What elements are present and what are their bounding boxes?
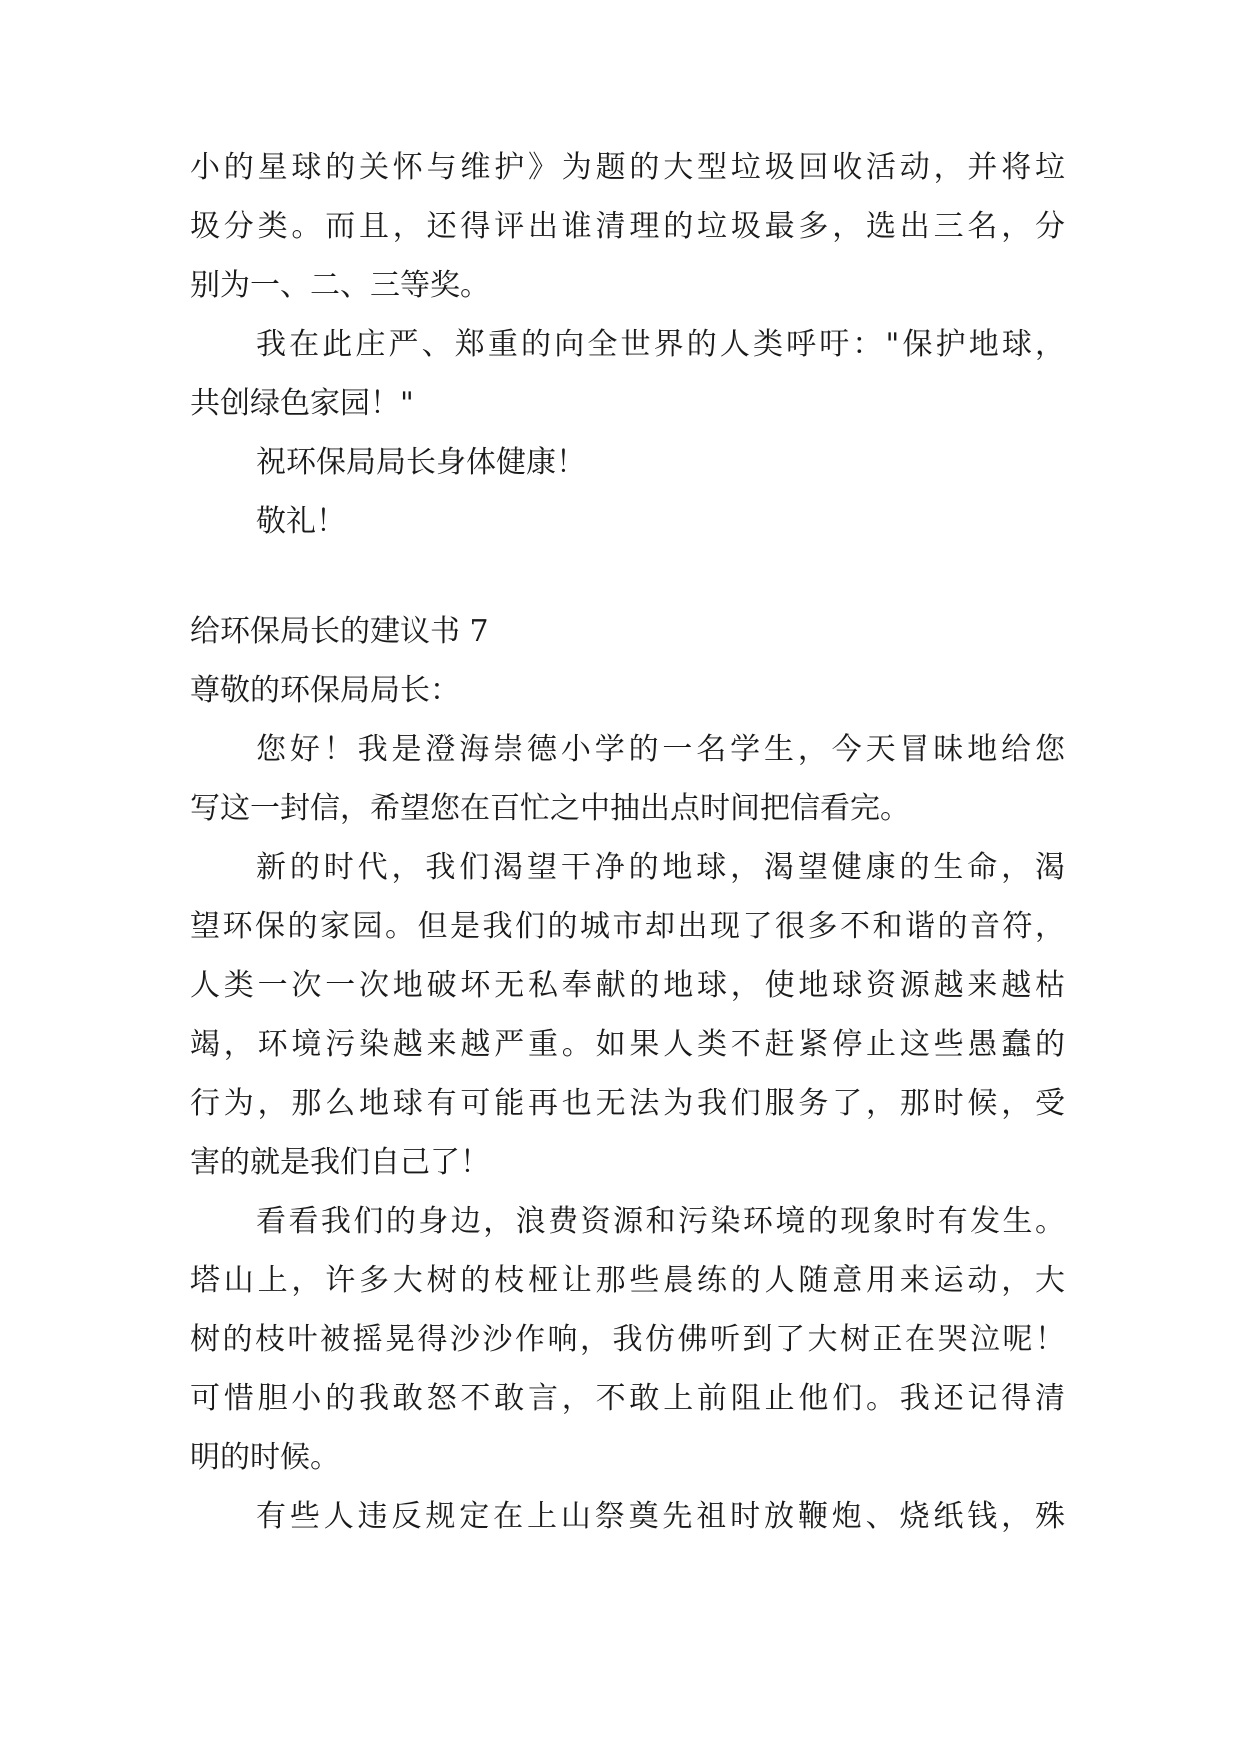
- section-title: 给环保局长的建议书 7: [190, 614, 489, 649]
- closing-wish: 祝环保局局长身体健康！: [256, 445, 586, 480]
- body-line: 共创绿色家园！": [190, 386, 414, 421]
- body-line: 新的时代，我们渴望干净的地球，渴望健康的生命，渴: [256, 850, 1065, 885]
- body-line: 小的星球的关怀与维护》为题的大型垃圾回收活动，并将垃: [190, 150, 1065, 185]
- body-line: 您好！我是澄海崇德小学的一名学生，今天冒昧地给您: [256, 732, 1065, 767]
- body-line: 竭，环境污染越来越严重。如果人类不赶紧停止这些愚蠢的: [190, 1027, 1065, 1062]
- body-line: 行为，那么地球有可能再也无法为我们服务了，那时候，受: [190, 1086, 1065, 1121]
- body-line: 我在此庄严、郑重的向全世界的人类呼吁："保护地球，: [256, 327, 1065, 362]
- body-line: 塔山上，许多大树的枝桠让那些晨练的人随意用来运动，大: [190, 1263, 1065, 1298]
- body-line: 可惜胆小的我敢怒不敢言，不敢上前阻止他们。我还记得清: [190, 1381, 1065, 1416]
- body-line: 明的时候。: [190, 1440, 340, 1475]
- salutation-closing: 敬礼！: [256, 504, 346, 539]
- letter-greeting: 尊敬的环保局局长：: [190, 673, 460, 708]
- body-line: 望环保的家园。但是我们的城市却出现了很多不和谐的音符，: [190, 909, 1065, 944]
- body-line: 害的就是我们自己了！: [190, 1145, 490, 1180]
- body-line: 别为一、二、三等奖。: [190, 268, 490, 303]
- body-line: 圾分类。而且，还得评出谁清理的垃圾最多，选出三名，分: [190, 209, 1065, 244]
- body-line: 写这一封信，希望您在百忙之中抽出点时间把信看完。: [190, 791, 910, 826]
- body-line: 人类一次一次地破坏无私奉献的地球，使地球资源越来越枯: [190, 968, 1065, 1003]
- body-line: 树的枝叶被摇晃得沙沙作响，我仿佛听到了大树正在哭泣呢！: [190, 1322, 1065, 1357]
- body-line: 有些人违反规定在上山祭奠先祖时放鞭炮、烧纸钱，殊: [256, 1499, 1065, 1534]
- body-line: 看看我们的身边，浪费资源和污染环境的现象时有发生。: [256, 1204, 1065, 1239]
